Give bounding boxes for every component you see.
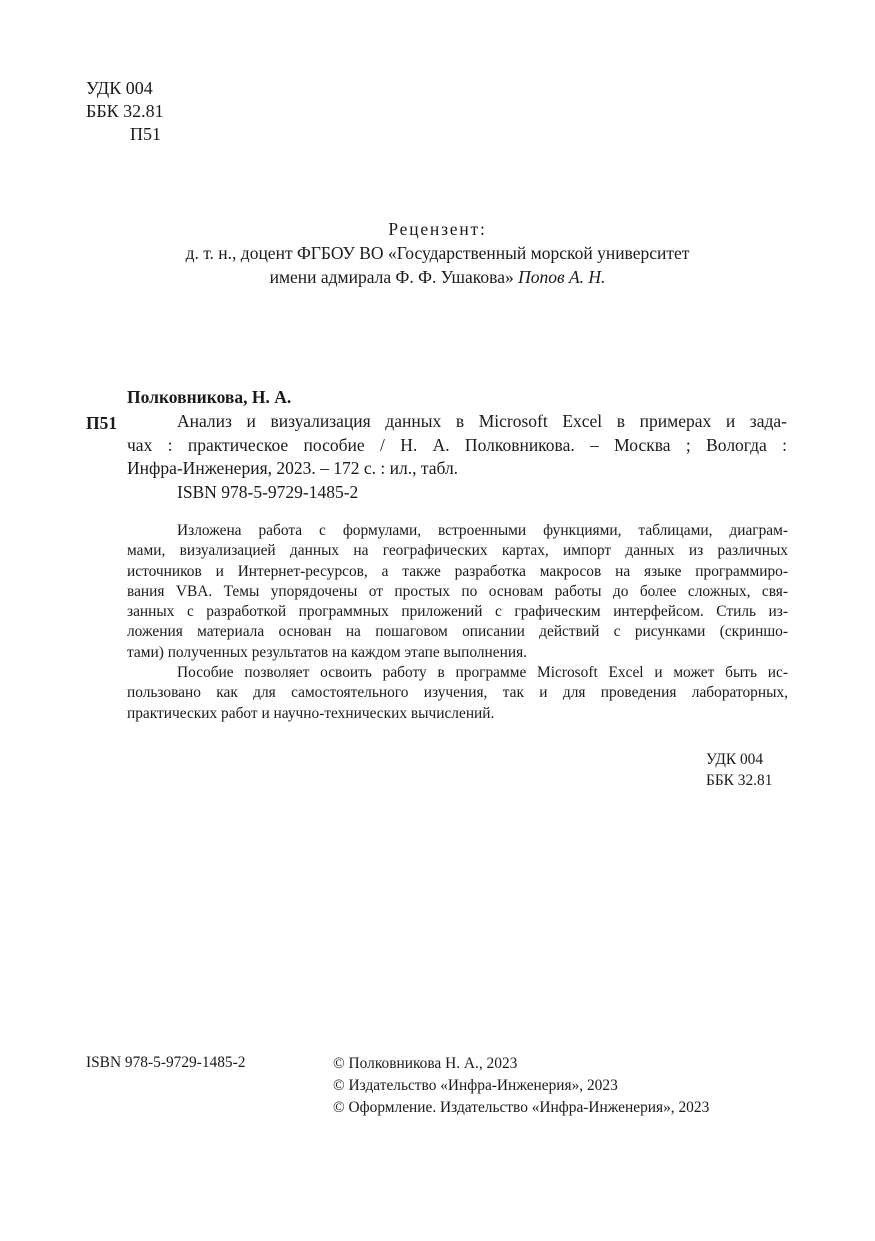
udk-code-bottom: УДК 004 xyxy=(706,751,764,768)
record-line: чах : практическое пособие / Н. А. Полковникова. – Москва ; Вологда : xyxy=(127,434,787,455)
record-isbn: ISBN 978-5-9729-1485-2 xyxy=(177,482,359,502)
reviewer-name: Попов А. Н. xyxy=(518,267,606,287)
classification-codes-top xyxy=(86,77,164,146)
bibliographic-record xyxy=(127,410,787,481)
reviewer-block xyxy=(0,217,875,289)
record-line: Анализ и визуализация данных в Microsoft Excel в примерах и зада- xyxy=(177,411,787,431)
record-cutter: П51 xyxy=(86,413,118,433)
annotation-line: пользовано как для самостоятельного изучения, так и для проведения лабораторных, xyxy=(127,684,788,702)
footer-isbn: ISBN 978-5-9729-1485-2 xyxy=(86,1054,246,1071)
record-author: Полковникова, Н. А. xyxy=(127,387,292,407)
copyright-line: © Оформление. Издательство «Инфра-Инженерия», 2023 xyxy=(333,1099,710,1116)
annotation xyxy=(127,521,788,724)
copyright-line: © Полковникова Н. А., 2023 xyxy=(333,1055,518,1072)
reviewer-line-1: д. т. н., доцент ФГБОУ ВО «Государственный морской университет xyxy=(185,243,690,263)
bbk-code: ББК 32.81 xyxy=(86,101,164,121)
udk-code: УДК 004 xyxy=(86,78,153,98)
copyright-block xyxy=(333,1053,709,1119)
annotation-line: Пособие позволяет освоить работу в программе Microsoft Excel и может быть ис- xyxy=(177,664,788,682)
bbk-code-bottom: ББК 32.81 xyxy=(706,772,773,789)
annotation-line: занных с разработкой программных приложений с графическим интерфейсом. Стиль из- xyxy=(127,603,788,621)
annotation-line: мами, визуализацией данных на географических картах, импорт данных из различных xyxy=(127,542,788,560)
copyright-line: © Издательство «Инфра-Инженерия», 2023 xyxy=(333,1077,618,1094)
annotation-line: ложения материала основан на пошаговом описании действий с рисунками (скриншо- xyxy=(127,623,788,641)
reviewer-affiliation: имени адмирала Ф. Ф. Ушакова» xyxy=(269,267,514,287)
annotation-line: Изложена работа с формулами, встроенными функциями, таблицами, диаграм- xyxy=(177,522,788,539)
annotation-line: вания VBA. Темы упорядочены от простых по основам работы до более сложных, свя- xyxy=(127,582,788,600)
record-line: Инфра-Инженерия, 2023. – 172 с. : ил., табл. xyxy=(127,458,459,478)
author-mark: П51 xyxy=(130,124,161,144)
reviewer-heading: Рецензент: xyxy=(388,219,487,239)
annotation-line: источников и Интернет-ресурсов, а также разработка макросов на языке программиро- xyxy=(127,562,788,580)
classification-codes-bottom xyxy=(706,749,772,791)
reviewer-line-2 xyxy=(0,265,875,289)
annotation-line: практических работ и научно-технических вычислений. xyxy=(127,704,495,722)
annotation-line: тами) полученных результатов на каждом этапе выполнения. xyxy=(127,643,527,661)
